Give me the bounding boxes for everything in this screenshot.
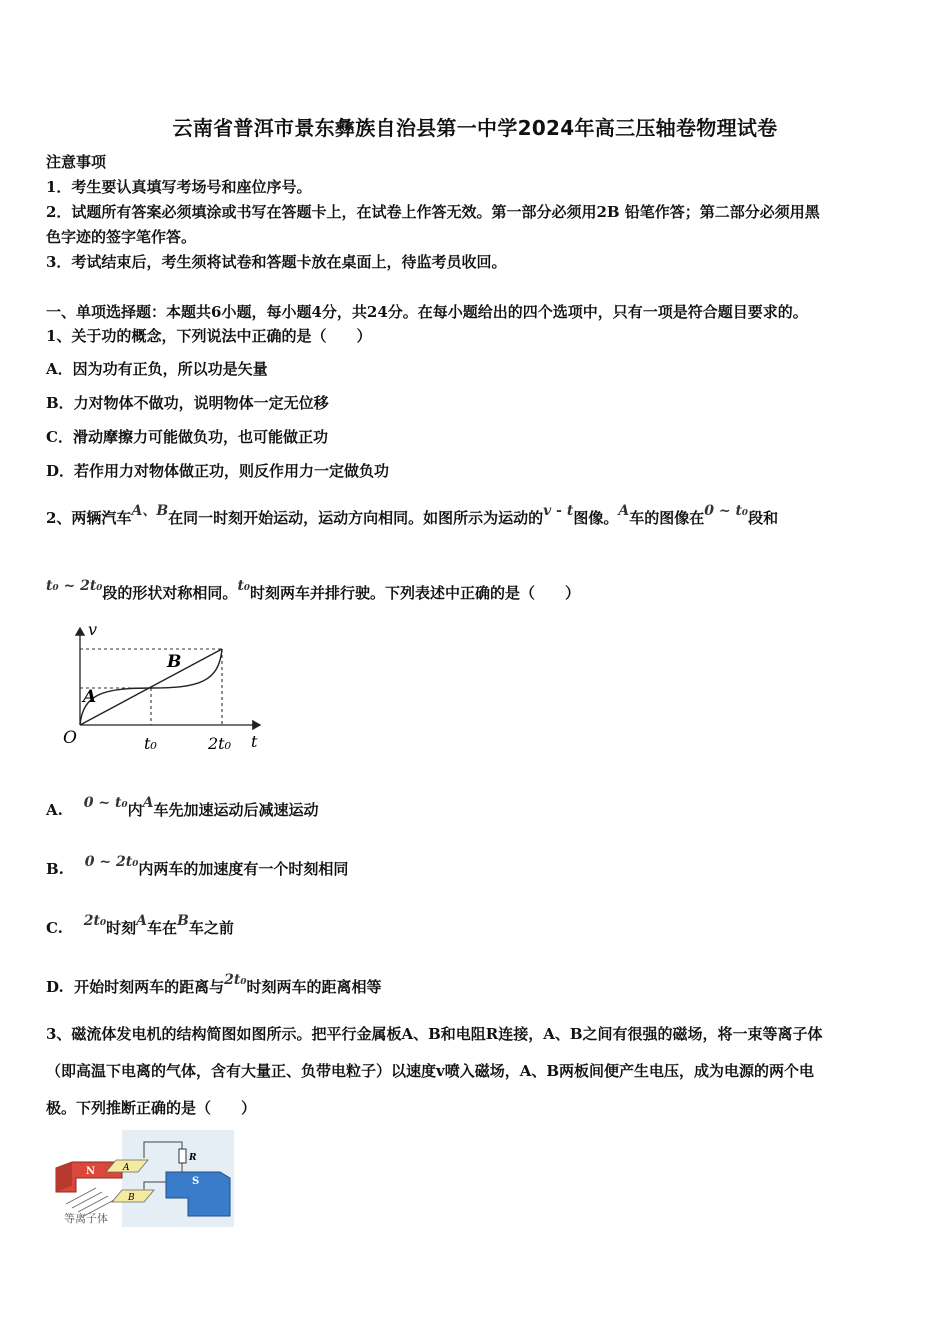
- q2b-text: 内两车的加速度有一个时刻相同: [138, 860, 349, 878]
- q2c-math-1: 2t₀: [83, 913, 107, 929]
- notice-item-2b: 色字迹的签字笔作答。: [46, 228, 197, 246]
- option-label: B.: [46, 860, 64, 878]
- resistor: [179, 1149, 186, 1163]
- label-2t0: 2t₀: [208, 734, 232, 753]
- label-b: B: [128, 1193, 135, 1203]
- q3-line2: （即高温下电离的气体，含有大量正、负带电粒子）以速度v喷入磁场，A、B两板间便产生电压，成为电源的两个电: [46, 1062, 815, 1080]
- q2-option-b: [46, 854, 349, 880]
- q2-text: 在同一时刻开始运动，运动方向相同。如图所示为运动的: [168, 509, 544, 527]
- q2c-math-2: A: [136, 913, 148, 929]
- section-heading: 一、单项选择题：本题共6小题，每小题4分，共24分。在每小题给出的四个选项中，只有一项是符合题目要求的。: [46, 303, 808, 321]
- label-t0: t₀: [144, 734, 157, 753]
- q2-text: 段的形状对称相同。: [102, 584, 238, 602]
- q2-math-a: A: [618, 503, 630, 519]
- q2-stem-line2: [46, 578, 581, 604]
- q3-line1: 3、磁流体发电机的结构简图如图所示。把平行金属板A、B和电阻R连接，A、B之间有很强的磁场，将一束等离子体: [46, 1025, 823, 1043]
- label-curve-b: B: [167, 652, 182, 672]
- q2-option-c: [46, 913, 234, 939]
- q2-math-0t0: 0 ~ t₀: [704, 503, 749, 519]
- mhd-generator-figure: [52, 1130, 234, 1227]
- vt-graph: [55, 622, 270, 757]
- q2-text: 车的图像在: [629, 509, 705, 527]
- q3-line3: 极。下列推断正确的是（ ）: [46, 1099, 257, 1117]
- q1-option-c: C．滑动摩擦力可能做负功，也可能做正功: [46, 428, 328, 446]
- q2-option-a: [46, 795, 319, 821]
- label-s: S: [192, 1176, 200, 1187]
- q1-option-d: D．若作用力对物体做正功，则反作用力一定做负功: [46, 462, 390, 480]
- option-label: C.: [46, 919, 63, 937]
- page-title: 云南省普洱市景东彝族自治县第一中学2024年高三压轴卷物理试卷: [172, 116, 778, 140]
- q2-math-t02t0: t₀ ~ 2t₀: [46, 578, 103, 594]
- option-label: A.: [46, 801, 63, 819]
- label-curve-a: A: [83, 687, 97, 707]
- label-r: R: [189, 1153, 197, 1163]
- q2-math-t0: t₀: [237, 578, 251, 594]
- q2c-math-3: B: [177, 913, 189, 929]
- q1-stem: 1、关于功的概念，下列说法中正确的是（ ）: [46, 327, 372, 345]
- notice-heading: 注意事项: [46, 153, 107, 171]
- q2-text: 时刻两车并排行驶。下列表述中正确的是（ ）: [250, 584, 581, 602]
- q2d-math-1: 2t₀: [224, 972, 247, 988]
- q2a-math-1: 0 ~ t₀: [83, 795, 128, 811]
- q2-text: 2、两辆汽车: [46, 509, 132, 527]
- q2c-text: 车在: [147, 919, 178, 937]
- label-v: v: [88, 622, 98, 639]
- figure-caption: 等离子体: [64, 1212, 108, 1225]
- label-t: t: [251, 732, 258, 751]
- q2a-text: 车先加速运动后减速运动: [153, 801, 319, 819]
- q2-text: 段和: [748, 509, 779, 527]
- q2c-text: 时刻: [106, 919, 137, 937]
- q2-math-vt: v - t: [543, 503, 574, 519]
- q2-math-ab: A、B: [131, 503, 169, 519]
- q2-stem-line1: [46, 503, 779, 529]
- q2a-math-2: A: [142, 795, 154, 811]
- q1-option-b: B．力对物体不做功，说明物体一定无位移: [46, 394, 329, 412]
- notice-item-3: 3．考试结束后，考生须将试卷和答题卡放在桌面上，待监考员收回。: [46, 253, 507, 271]
- notice-item-2a: 2．试题所有答案必须填涂或书写在答题卡上，在试卷上作答无效。第一部分必须用2B 铅笔作答；第二部分必须用黑: [46, 203, 820, 221]
- notice-item-1: 1．考生要认真填写考场号和座位序号。: [46, 178, 312, 196]
- q2a-text: 内: [127, 801, 143, 819]
- label-origin: O: [63, 728, 77, 748]
- q2d-text: 开始时刻两车的距离与: [74, 978, 225, 996]
- option-label: D.: [46, 978, 64, 996]
- label-a: A: [123, 1163, 130, 1173]
- q2-option-d: [46, 972, 382, 998]
- q2d-text: 时刻两车的距离相等: [246, 978, 382, 996]
- q2c-text: 车之前: [188, 919, 234, 937]
- label-n: N: [86, 1166, 96, 1177]
- q2b-math-1: 0 ~ 2t₀: [84, 854, 139, 870]
- q1-option-a: A．因为功有正负，所以功是矢量: [46, 360, 268, 378]
- q2-text: 图像。: [573, 509, 619, 527]
